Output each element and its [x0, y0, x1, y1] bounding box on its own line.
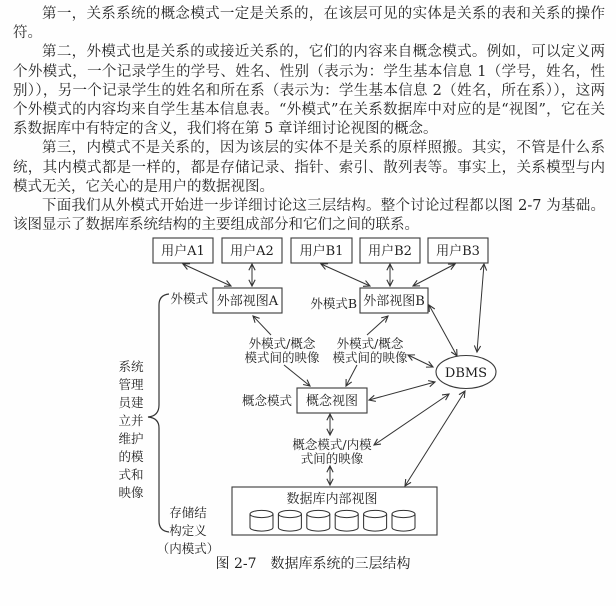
- external-schema-b-label: 外模式B: [310, 296, 357, 311]
- admin-note-line6: 的模: [118, 449, 144, 464]
- storage-note-line1: 存储结: [169, 505, 207, 520]
- arrow-external-view-b-dbms: [429, 305, 457, 356]
- database-cylinder-top-icon: [364, 510, 387, 517]
- storage-note-line2: 构定义: [169, 523, 207, 538]
- paragraph-2: 第二，外模式也是关系的或接近关系的，它们的内容来自概念模式。例如，可以定义两个外模式，一个记录学生的学号、姓名、性别（表示为：学生基本信息 1（学号，姓名，性别）），另一个记录学生的姓名和所在系（表示为：学生基本信息 2（姓名，所在系）），这两个外模式的内容均来自学生基本信息表。“外模式”在关系数据库中对应的是“视图”，它在关系数据库中有特定的含义，我们将在第 5 章详细讨论视图的概念。: [13, 44, 605, 138]
- mapping-ext-a-line2: 模式间的映像: [244, 350, 320, 365]
- paragraph-1: 第一，关系系统的概念模式一定是关系的，在该层可见的实体是关系的表和关系的操作符。: [13, 6, 605, 42]
- figure-caption: 图 2-7 数据库系统的三层结构: [215, 556, 411, 572]
- connector-mapping-b-conceptual-view: [346, 365, 357, 386]
- database-cylinder-top-icon: [250, 510, 273, 517]
- user-b2-label: 用户B2: [368, 244, 412, 259]
- mapping-internal-line1: 概念模式/内模: [292, 437, 372, 452]
- connector-mapping-b-external-view-b: [367, 316, 388, 335]
- user-b3-label: 用户B3: [436, 244, 480, 259]
- mapping-ext-b-line2: 模式间的映像: [332, 350, 408, 365]
- database-cylinder-top-icon: [335, 510, 358, 517]
- arrow-user-b1-external-view-b: [321, 264, 370, 286]
- left-brace: [148, 294, 169, 532]
- mapping-ext-b-line1: 外模式/概念: [336, 336, 404, 351]
- admin-note-line2: 管理: [118, 377, 144, 392]
- diagram-nodes: [153, 238, 496, 535]
- admin-note-line5: 维护: [118, 431, 144, 446]
- admin-note-line1: 系统: [118, 359, 144, 374]
- database-cylinder-top-icon: [278, 510, 301, 517]
- arrow-conceptual-view-dbms: [369, 382, 435, 400]
- paragraph-4: 下面我们从外模式开始进一步详细讨论这三层结构。整个讨论过程都以图 2-7 为基础。该图显示了数据库系统结构的主要组成部分和它们之间的联系。: [13, 198, 605, 234]
- arrow-mapping-b-dbms: [408, 355, 433, 367]
- admin-note-line3: 员建: [118, 395, 144, 410]
- storage-note-line3: （内模式）: [156, 541, 220, 556]
- paragraph-3: 第三，内模式不是关系的，因为该层的实体不是关系的原样照搬。其实，不管是什么系统，其内模式都是一样的，都是存储记录、指针、索引、散列表等。事实上，关系模型与内模式无关，它关心的是用户的数据视图。: [13, 140, 605, 195]
- user-b1-label: 用户B1: [299, 244, 344, 259]
- admin-note-line8: 映像: [118, 485, 144, 500]
- database-cylinder-top-icon: [307, 510, 330, 517]
- arrow-user-a1-external-view-a: [183, 264, 231, 286]
- arrow-user-b3-dbms: [477, 264, 484, 352]
- conceptual-schema-label: 概念模式: [241, 393, 292, 408]
- user-a2-label: 用户A2: [230, 244, 274, 259]
- external-schema-label: 外模式: [170, 291, 208, 306]
- arrow-internal-view-dbms: [405, 391, 465, 486]
- connector-mapping-a-conceptual-view: [284, 365, 310, 386]
- external-view-b-label: 外部视图B: [363, 294, 425, 309]
- arrow-user-b3-external-view-b: [413, 264, 455, 286]
- connector-mapping-a-external-view-a: [253, 316, 271, 335]
- dbms-label: DBMS: [444, 366, 488, 381]
- user-a1-label: 用户A1: [161, 244, 205, 259]
- mapping-ext-a-line1: 外模式/概念: [248, 336, 316, 351]
- mapping-internal-line2: 式间的映像: [300, 451, 364, 466]
- conceptual-view-label: 概念视图: [305, 394, 359, 409]
- internal-view-label: 数据库内部视图: [286, 492, 378, 507]
- arrow-mapping-internal-dbms: [374, 394, 449, 445]
- admin-note-line4: 立并: [118, 413, 144, 428]
- database-cylinder-top-icon: [392, 510, 415, 517]
- admin-note-line7: 式和: [118, 467, 144, 482]
- external-view-a-label: 外部视图A: [216, 294, 279, 309]
